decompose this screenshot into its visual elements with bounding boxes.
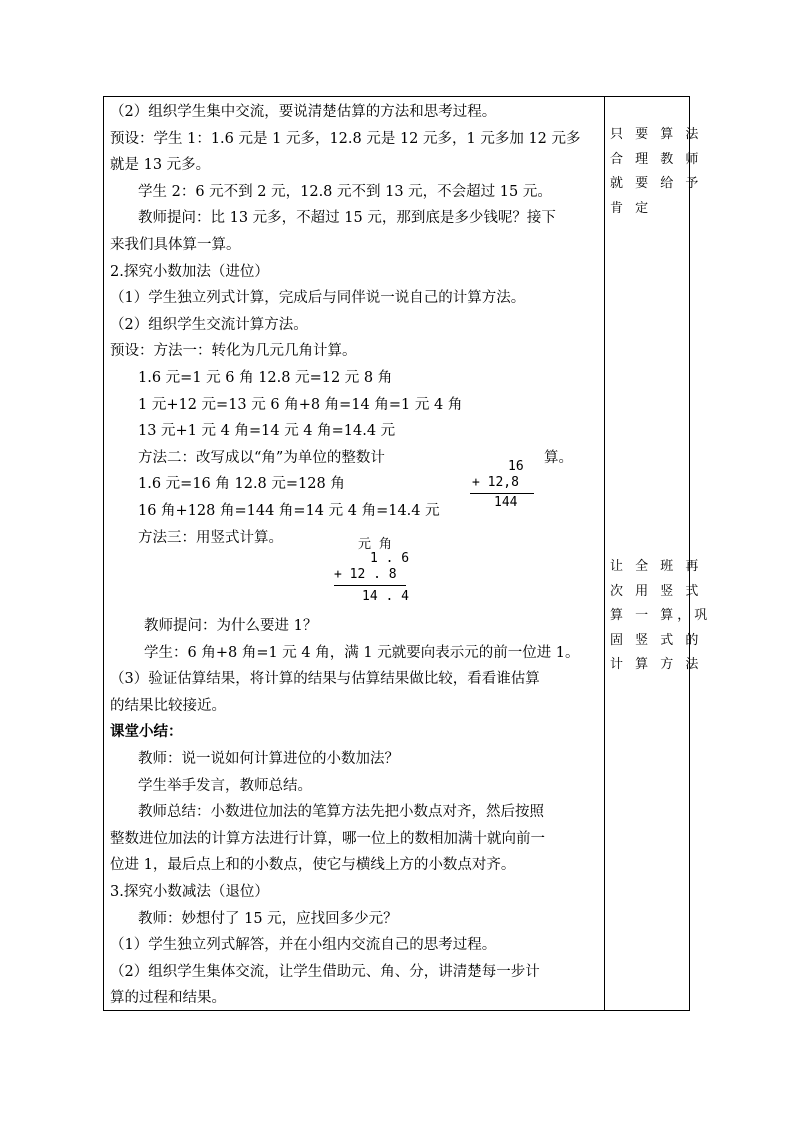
text-line: 算的过程和结果。 xyxy=(110,990,226,1007)
calc-row: 16 xyxy=(508,459,524,474)
side-note-line: 肯 定 xyxy=(610,200,653,216)
side-note-line: 计 算 方 法 xyxy=(610,657,703,673)
text-line: 就是 13 元多。 xyxy=(110,157,211,174)
text-line: （1）学生独立列式计算，完成后与同伴说一说自己的计算方法。 xyxy=(110,290,526,307)
side-note-2 xyxy=(610,555,712,678)
text-line: 教师：说一说如何计算进位的小数加法？ xyxy=(138,751,399,768)
calc-rule xyxy=(334,585,406,586)
side-note-1 xyxy=(610,123,703,221)
text-line: （2）组织学生集体交流，让学生借助元、角、分，讲清楚每一步计 xyxy=(110,963,540,980)
vertical-calc-jiao xyxy=(466,459,536,515)
text-line: 整数进位加法的计算方法进行计算，哪一位上的数相加满十就向前一 xyxy=(110,830,545,847)
text-line: 学生举手发言，教师总结。 xyxy=(138,777,312,794)
text-line: 教师：妙想付了 15 元，应找回多少元？ xyxy=(138,910,398,927)
text-line: 13 元+1 元 4 角=14 元 4 角=14.4 元 xyxy=(138,423,396,440)
section-heading: 3.探究小数减法（退位） xyxy=(110,884,269,901)
text-line: 的结果比较接近。 xyxy=(110,697,226,714)
side-note-line: 次 用 竖 式 xyxy=(610,583,703,599)
text-line: 学生：6 角+8 角=1 元 4 角，满 1 元就要向表示元的前一位进 1。 xyxy=(144,644,580,661)
lesson-table xyxy=(103,96,712,1011)
text-line: 16 角+128 角=144 角=14 元 4 角=14.4 元 xyxy=(138,502,440,519)
text-line: 方法三：用竖式计算。 xyxy=(138,529,283,546)
text-line: 教师提问：比 13 元多，不超过 15 元，那到底是多少钱呢？接下 xyxy=(138,210,556,227)
text-line: 预设：方法一：转化为几元几角计算。 xyxy=(110,343,357,360)
side-note-line: 让 全 班 再 xyxy=(610,559,703,574)
calc-result: 14 . 4 xyxy=(362,589,409,604)
method-two-text-end: 算。 xyxy=(544,449,573,466)
text-line: （2）组织学生交流计算方法。 xyxy=(110,316,308,333)
text-line: （3）验证估算结果，将计算的结果与估算结果做比较，看看谁估算 xyxy=(110,671,540,688)
text-line: 1.6 元=1 元 6 角 12.8 元=12 元 8 角 xyxy=(138,369,393,386)
column-divider xyxy=(604,97,605,1010)
text-line: 教师提问：为什么要进 1？ xyxy=(144,618,318,635)
text-line: 1 元+12 元=13 元 6 角+8 角=14 角=1 元 4 角 xyxy=(138,396,463,413)
calc-rule xyxy=(470,493,534,494)
calc-row: + 12,8 xyxy=(472,475,519,490)
side-note-line: 只 要 算 法 xyxy=(610,127,703,142)
calc-header: 元 角 xyxy=(358,537,392,552)
text-line: （1）学生独立列式解答，并在小组内交流自己的思考过程。 xyxy=(110,937,497,954)
text-line: 来我们具体算一算。 xyxy=(110,236,241,253)
method-two-text: 方法二：改写成以“角”为单位的整数计 xyxy=(138,449,385,466)
calc-row: 1 . 6 xyxy=(370,551,410,566)
text-line: 位进 1，最后点上和的小数点，使它与横线上方的小数点对齐。 xyxy=(110,857,516,874)
side-note-line: 固 竖 式 的 xyxy=(610,632,703,648)
text-line: 预设：学生 1：1.6 元是 1 元多，12.8 元是 12 元多，1 元多加 12 元多 xyxy=(110,130,581,147)
side-note-line: 合 理 教 师 xyxy=(610,151,703,167)
calc-row: + 12 . 8 xyxy=(334,567,397,582)
side-note-line: 算 一 算，巩 xyxy=(610,608,712,624)
text-line: 教师总结：小数进位加法的笔算方法先把小数点对齐，然后按照 xyxy=(138,804,544,821)
text-line: （2）组织学生集中交流，要说清楚估算的方法和思考过程。 xyxy=(110,104,497,120)
side-note-line: 就 要 给 予 xyxy=(610,176,703,192)
vertical-calc-yuan xyxy=(332,533,412,603)
summary-heading: 课堂小结： xyxy=(110,723,183,741)
calc-result: 144 xyxy=(494,495,518,510)
text-line: 学生 2：6 元不到 2 元，12.8 元不到 13 元，不会超过 15 元。 xyxy=(138,183,552,200)
text-line: 1.6 元=16 角 12.8 元=128 角 xyxy=(138,476,345,493)
section-heading: 2.探究小数加法（进位） xyxy=(110,263,269,280)
